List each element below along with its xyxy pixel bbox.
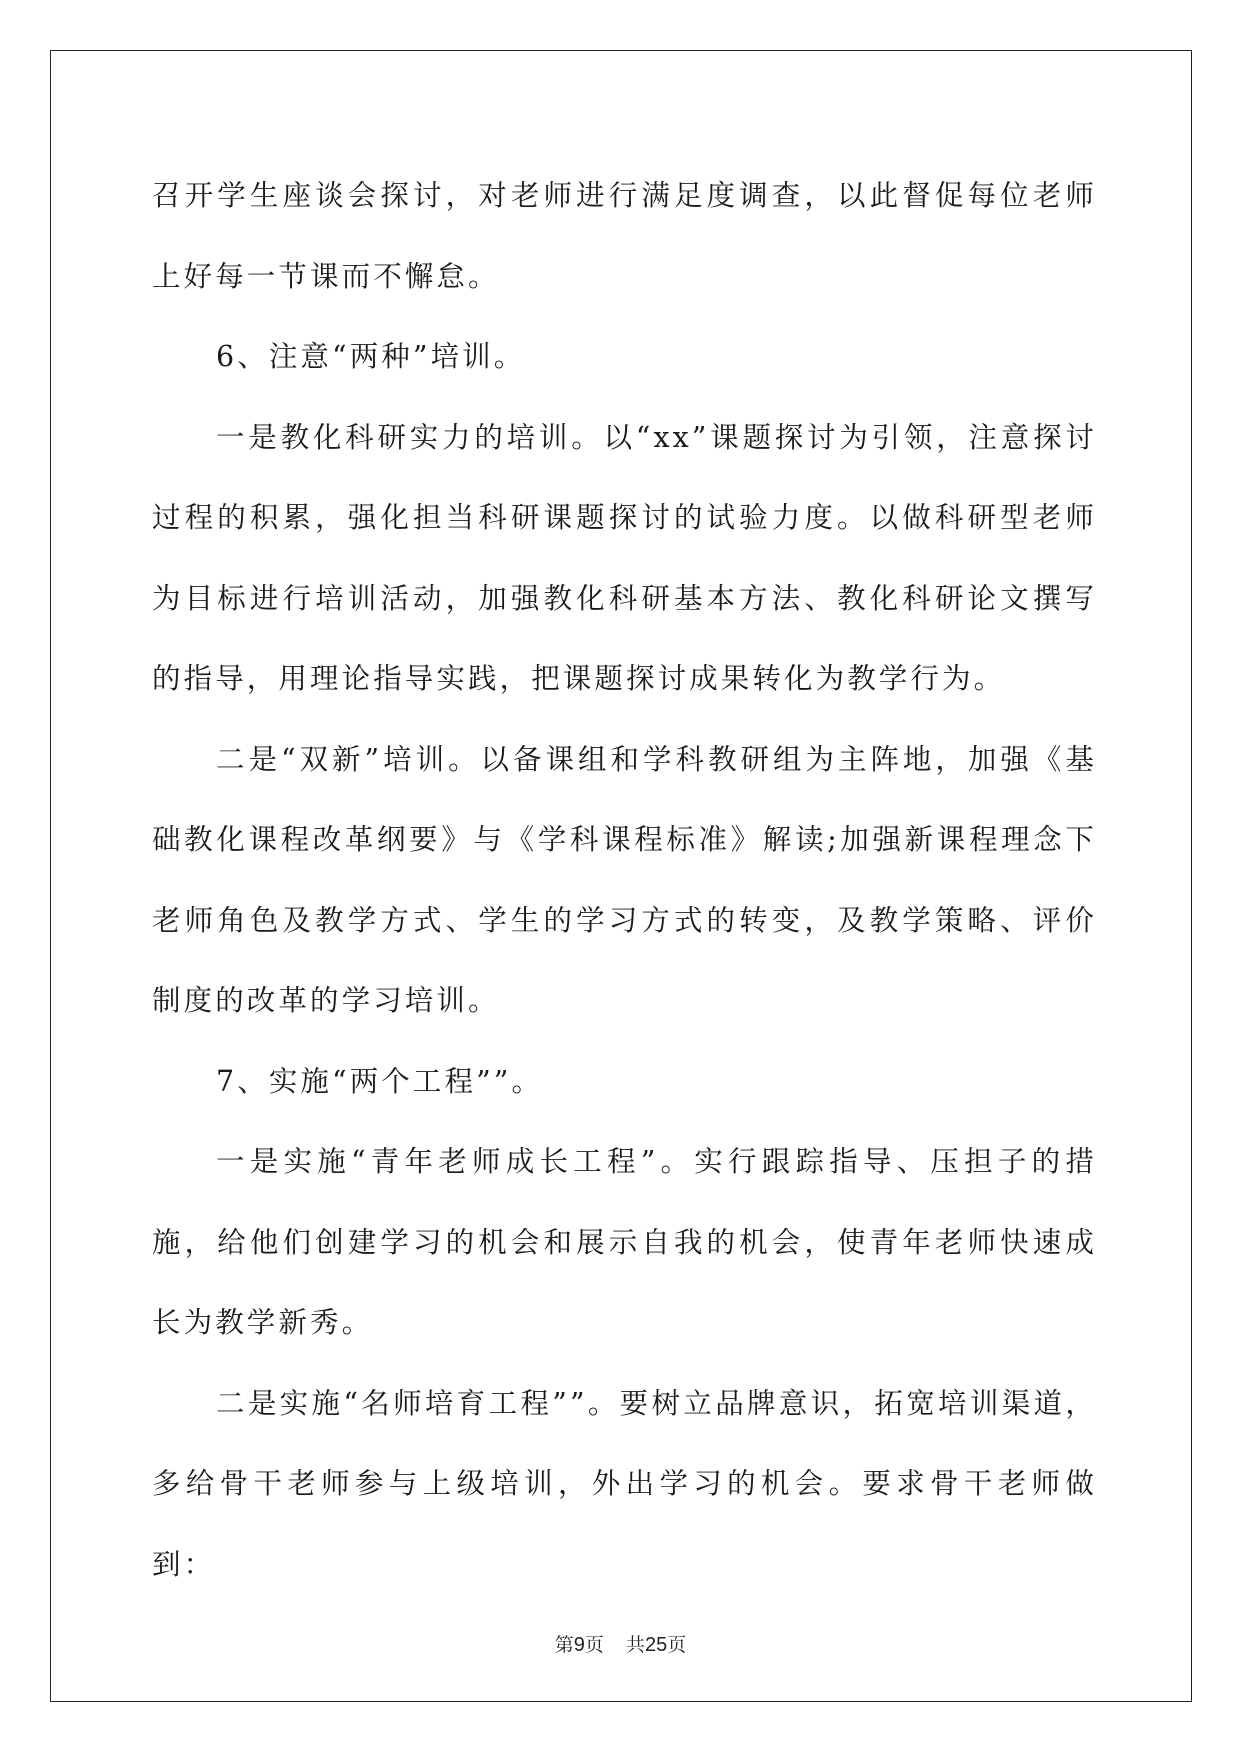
paragraph-6: 一是实施“青年老师成长工程”。实行跟踪指导、压担子的措施，给他们创建学习的机会和展示自我的机会，使青年老师快速成长为教学新秀。 (152, 1145, 1097, 1339)
footer-total-suffix: 页 (667, 1634, 687, 1656)
footer-prefix: 第 (554, 1634, 574, 1656)
paragraph-1: 召开学生座谈会探讨，对老师进行满足度调查，以此督促每位老师上好每一节课而不懈怠。 (152, 179, 1097, 293)
paragraph-5-heading: 7、实施“两个工程””。 (216, 1064, 544, 1098)
footer-page-suffix: 页 (584, 1634, 604, 1656)
paragraph-7: 二是实施“名师培育工程””。要树立品牌意识，拓宽培训渠道，多给骨干老师参与上级培训，外出学习的机会。要求骨干老师做到： (152, 1386, 1097, 1581)
current-page-number: 9 (573, 1634, 585, 1656)
paragraph-2-heading: 6、注意“两种”培训。 (216, 340, 526, 373)
page-footer (0, 1630, 1241, 1657)
total-page-count: 25 (644, 1634, 668, 1656)
footer-total-prefix: 共 (625, 1634, 645, 1656)
document-body (152, 156, 1097, 1605)
paragraph-3: 一是教化科研实力的培训。以“xx”课题探讨为引领，注意探讨过程的积累，强化担当科研课题探讨的试验力度。以做科研型老师为目标进行培训活动，加强教化科研基本方法、教化科研论文撰写的指导，用理论指导实践，把课题探讨成果转化为教学行为。 (152, 420, 1097, 695)
paragraph-4: 二是“双新”培训。以备课组和学科教研组为主阵地，加强《基础教化课程改革纲要》与《学科课程标准》解读;加强新课程理念下老师角色及教学方式、学生的学习方式的转变，及教学策略、评价制度的改革的学习培训。 (152, 742, 1097, 1017)
